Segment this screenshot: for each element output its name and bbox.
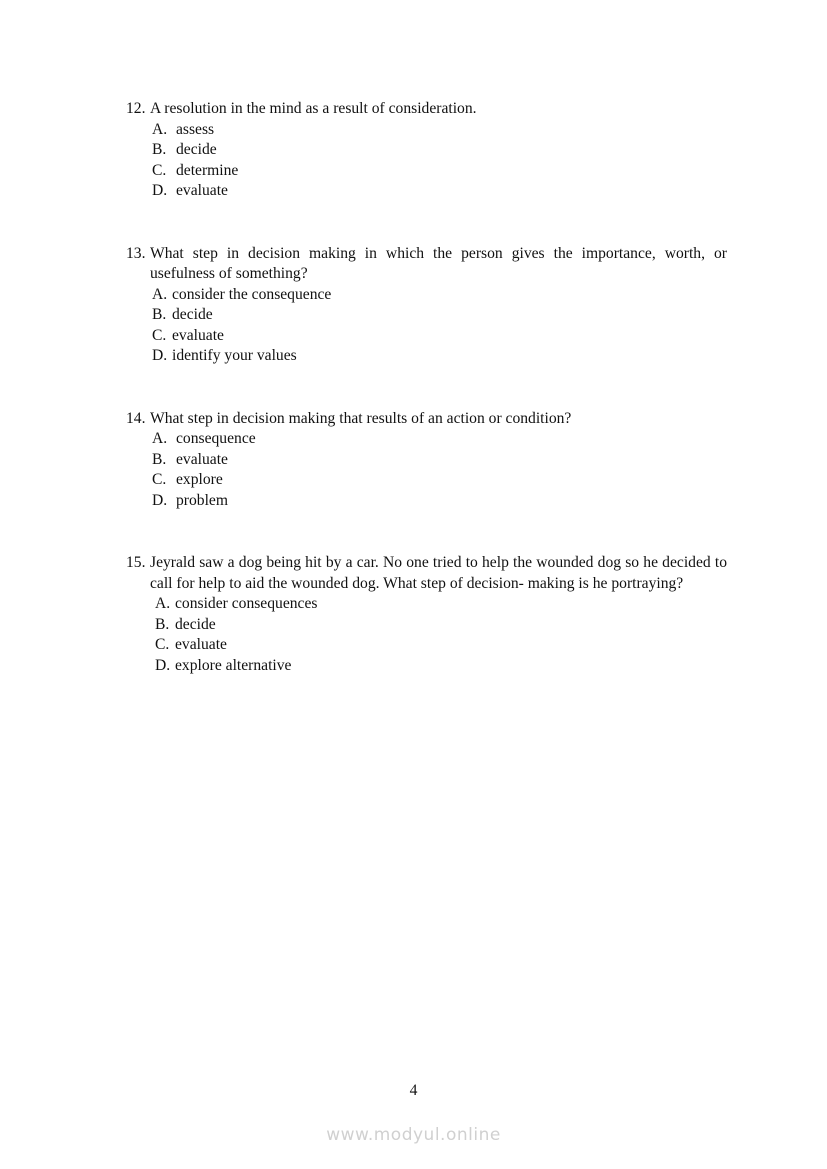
question-14-options xyxy=(126,429,727,511)
question-13 xyxy=(126,244,727,367)
option-letter: C. xyxy=(152,471,167,488)
option-d xyxy=(152,346,727,367)
question-number: 13. xyxy=(126,244,146,262)
option-letter: C. xyxy=(152,326,167,344)
question-text: What step in decision making that results of an action or condition? xyxy=(150,409,572,427)
option-a xyxy=(152,429,727,450)
option-text: explore alternative xyxy=(175,656,292,674)
option-text: problem xyxy=(176,491,228,509)
option-d xyxy=(152,491,727,512)
option-letter: A. xyxy=(152,430,168,447)
option-letter: D. xyxy=(152,182,168,199)
question-text: A resolution in the mind as a result of consideration. xyxy=(150,100,477,117)
option-letter: D. xyxy=(152,491,168,509)
option-a xyxy=(152,120,727,141)
option-b xyxy=(152,450,727,471)
question-number: 12. xyxy=(126,100,146,117)
option-letter: C. xyxy=(155,636,170,653)
option-b xyxy=(155,615,727,636)
option-text: evaluate xyxy=(175,636,227,653)
option-d xyxy=(152,181,727,202)
option-letter: C. xyxy=(152,161,167,179)
option-text: evaluate xyxy=(176,450,228,468)
question-13-options xyxy=(126,285,727,367)
question-12-row xyxy=(126,99,727,120)
question-number: 14. xyxy=(126,409,146,427)
option-c xyxy=(152,470,727,491)
option-text: explore xyxy=(176,471,223,488)
page-number: 4 xyxy=(409,1082,418,1099)
option-c xyxy=(152,161,727,182)
option-text: decide xyxy=(175,615,216,633)
option-letter: B. xyxy=(155,615,170,633)
questions-section xyxy=(126,99,727,676)
option-letter: B. xyxy=(152,306,167,323)
option-letter: B. xyxy=(152,141,167,158)
option-letter: A. xyxy=(152,120,168,138)
option-letter: B. xyxy=(152,450,167,468)
question-14 xyxy=(126,409,727,512)
question-number: 15. xyxy=(126,554,146,571)
option-letter: D. xyxy=(155,656,171,674)
question-text: What step in decision making in which the person gives the importance, worth, or usefulness of something? xyxy=(150,244,727,282)
option-c xyxy=(155,635,727,656)
option-letter: A. xyxy=(155,595,171,612)
question-15-row xyxy=(126,553,727,594)
option-d xyxy=(155,656,727,677)
option-text: determine xyxy=(176,161,239,179)
option-text: consider consequences xyxy=(175,595,318,612)
question-15-options xyxy=(126,594,727,676)
option-text: evaluate xyxy=(172,326,224,344)
option-letter: A. xyxy=(152,285,168,303)
option-a xyxy=(152,285,727,306)
option-text: identify your values xyxy=(172,347,297,364)
question-14-row xyxy=(126,409,727,430)
option-text: decide xyxy=(176,141,217,158)
option-b xyxy=(152,140,727,161)
option-text: consequence xyxy=(176,430,256,447)
question-15 xyxy=(126,553,727,676)
option-letter: D. xyxy=(152,347,168,364)
option-text: consider the consequence xyxy=(172,285,332,303)
option-a xyxy=(155,594,727,615)
question-text: Jeyrald saw a dog being hit by a car. No one tried to help the wounded dog so he decided to call for help to aid the wounded dog. What step of decision- making is he portraying? xyxy=(150,554,727,592)
option-b xyxy=(152,305,727,326)
question-12 xyxy=(126,99,727,202)
option-text: assess xyxy=(176,120,215,138)
option-text: decide xyxy=(172,306,213,323)
question-13-row xyxy=(126,244,727,285)
option-text: evaluate xyxy=(176,182,228,199)
watermark-text: www.modyul.online xyxy=(326,1125,501,1145)
question-12-options xyxy=(126,120,727,202)
option-c xyxy=(152,326,727,347)
